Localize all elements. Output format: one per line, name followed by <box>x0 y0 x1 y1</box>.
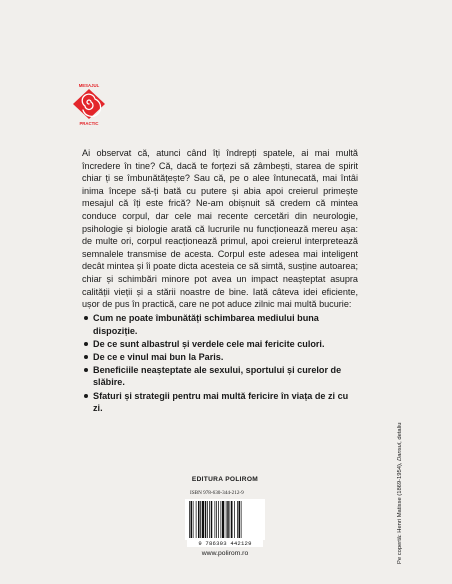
barcode-bar <box>241 501 242 538</box>
bullet-icon <box>84 355 88 359</box>
list-item <box>84 351 360 364</box>
blurb-paragraph: Ai observat că, atunci când îți îndrepți spatele, ai mai multă încredere în tine? Că, dacă te forțezi să zâmbești, starea de spirit chiar ți se îmbunătățește? Sau că, pe o alee întunecată, mai întâi inima începe să-ți bată cu putere și abia apoi creierul primește mesajul că îți este frică? Ne-am obișnuit să credem că mintea conduce corpul, dar cele mai recente cercetări din neurologie, psihologie și biologie arată că lucrurile nu funcționează mereu așa: de multe ori, corpul reacționează primul, apoi creierul interpretează semnalele transmise de acesta. Corpul este adesea mai inteligent decât mintea și îi poate dicta acesteia ce să simtă, susține autoarea; chiar și schimbări minore pot avea un impact neașteptat asupra calității vieții și a stării noastre de bine. Iată câteva idei eficiente, ușor de pus în practică, care ne pot aduce zilnic mai multă bucurie: <box>82 148 358 310</box>
list-item-text: De ce e vinul mai bun la Paris. <box>93 351 224 362</box>
cover-credit <box>397 423 403 564</box>
cover-credit-suffix: , detaliu <box>397 422 403 443</box>
barcode-bar <box>209 501 210 538</box>
barcode-bar <box>237 501 238 538</box>
barcode-bar <box>216 501 217 538</box>
barcode-bar <box>226 501 227 538</box>
barcode-digits: 9 786303 442129 <box>187 540 263 547</box>
barcode-bar <box>215 501 216 538</box>
list-item-text: Beneficiile neașteptate ale sexului, sportului și curelor de slăbire. <box>93 364 342 388</box>
barcode-bar <box>196 501 197 538</box>
bullet-icon <box>84 342 88 346</box>
barcode-bar <box>211 501 213 538</box>
barcode-bar <box>218 501 219 538</box>
highlights-list <box>84 312 360 415</box>
publisher-website: www.polirom.ro <box>201 550 249 557</box>
barcode-bar <box>200 501 201 538</box>
barcode-bar <box>239 501 241 538</box>
cover-credit-prefix: Pe copertă: Henri Matisse (1869-1954), <box>397 460 403 564</box>
barcode-bar <box>198 501 200 538</box>
barcode-bar <box>227 501 229 538</box>
bullet-icon <box>84 394 88 398</box>
barcode-bar <box>193 501 194 538</box>
barcode-bar <box>221 501 222 538</box>
barcode-bar <box>205 501 207 538</box>
barcode-bar <box>222 501 224 538</box>
logo-text-bottom: PRACTIC <box>79 121 99 126</box>
list-item <box>84 390 360 415</box>
publisher-name: EDITURA POLIROM <box>191 476 259 483</box>
barcode-icon <box>185 499 265 540</box>
barcode-bar <box>234 501 235 538</box>
barcode-bar <box>189 501 190 538</box>
spiral-icon <box>69 82 109 126</box>
list-item <box>84 312 360 337</box>
barcode-bar <box>191 501 193 538</box>
bullet-icon <box>84 316 88 320</box>
list-item-text: De ce sunt albastrul și verdele cele mai fericite culori. <box>93 338 325 349</box>
barcode-bar <box>231 501 233 538</box>
barcode-bar <box>230 501 231 538</box>
bullet-icon <box>84 368 88 372</box>
list-item-text: Sfaturi și strategii pentru mai multă fericire în viața de zi cu zi. <box>93 390 349 414</box>
list-item <box>84 338 360 351</box>
cover-credit-title: Dansul <box>397 442 403 461</box>
list-item-text: Cum ne poate îmbunătăți schimbarea mediului buna dispoziție. <box>93 313 319 336</box>
mesajul-practic-logo <box>69 82 109 126</box>
barcode-bar <box>207 501 208 538</box>
barcode-bar <box>202 501 204 538</box>
isbn-number: ISBN 978-630-344-212-9 <box>190 490 244 496</box>
logo-text-top: MESAJUL <box>78 83 100 88</box>
list-item <box>84 364 360 389</box>
